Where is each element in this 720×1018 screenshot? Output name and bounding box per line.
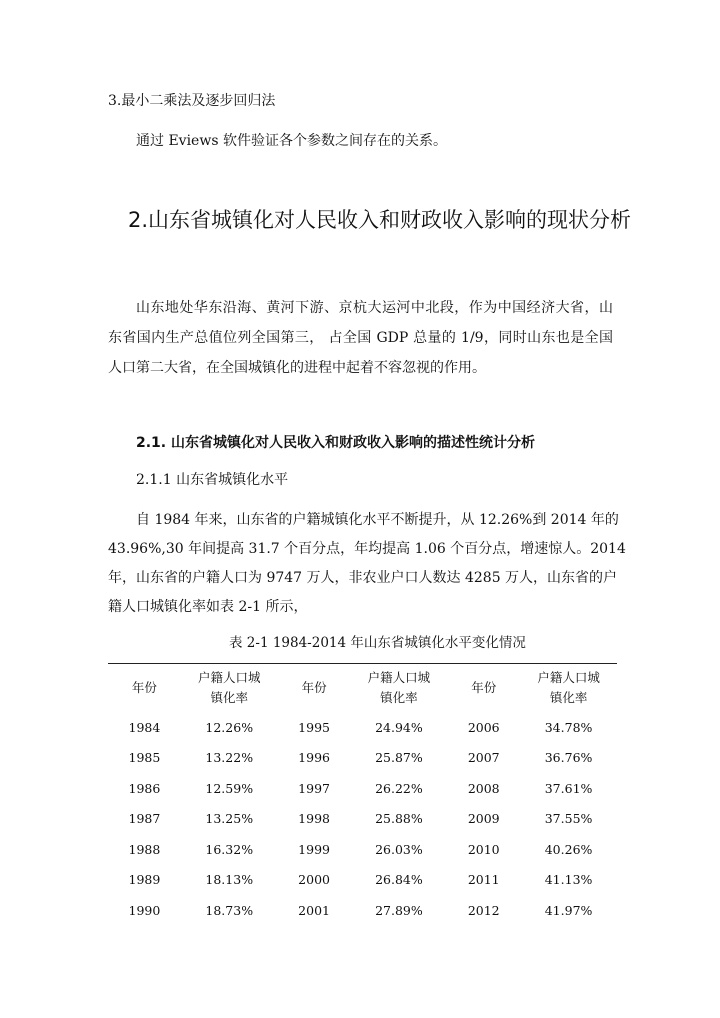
header-year: 年份	[301, 680, 327, 695]
table-caption: 表 2-1 1984-2014 年山东省城镇化水平变化情况	[229, 635, 526, 651]
subsection-title: 2.1. 山东省城镇化对人民收入和财政收入影响的描述性统计分析	[136, 435, 535, 451]
rate-cell: 40.26%	[544, 841, 593, 857]
header-rate: 户籍人口城 镇化率	[537, 670, 600, 705]
rate-cell: 34.78%	[544, 719, 593, 735]
intro-line: 人口第二大省，在全国城镇化的进程中起着不容忽视的作用。	[108, 360, 486, 376]
year-cell: 1986	[128, 780, 161, 796]
year-cell: 1995	[298, 719, 330, 735]
urbanization-table	[108, 663, 617, 926]
table-row	[108, 834, 617, 865]
table-row	[108, 804, 617, 835]
year-cell: 1999	[298, 841, 330, 857]
year-cell: 2012	[467, 902, 500, 918]
intro-line: 山东地处华东沿海、黄河下游、京杭大运河中北段，作为中国经济大省，山	[136, 300, 613, 316]
rate-cell: 13.25%	[205, 811, 254, 827]
year-cell: 1990	[128, 902, 161, 918]
rate-cell: 26.84%	[375, 872, 423, 888]
year-cell: 1989	[128, 872, 161, 888]
rate-cell: 18.13%	[205, 872, 254, 888]
subsubsection-title: 2.1.1 山东省城镇化水平	[136, 472, 289, 488]
rate-cell: 36.76%	[544, 750, 593, 766]
year-cell: 1998	[298, 811, 330, 827]
year-cell: 1984	[128, 719, 161, 735]
body-line: 籍人口城镇化率如表 2-1 所示，	[108, 599, 308, 615]
year-cell: 2000	[298, 872, 330, 888]
table-row	[108, 895, 617, 926]
header-year: 年份	[131, 680, 157, 695]
year-cell: 1997	[298, 780, 330, 796]
rate-cell: 25.87%	[375, 750, 423, 766]
intro-line: 东省国内生产总值位列全国第三， 占全国 GDP 总量的 1/9，同时山东也是全国	[108, 330, 613, 346]
header-rate: 户籍人口城 镇化率	[367, 670, 431, 705]
chapter-title: 2.山东省城镇化对人民收入和财政收入影响的现状分析	[128, 208, 632, 232]
rate-cell: 41.97%	[544, 902, 593, 918]
rate-cell: 25.88%	[375, 811, 423, 827]
body-line: 43.96%,30 年间提高 31.7 个百分点，年均提高 1.06 个百分点，增速惊人。2014	[108, 541, 626, 557]
year-cell: 1996	[298, 750, 330, 766]
rate-cell: 12.26%	[205, 719, 254, 735]
year-cell: 2007	[467, 750, 500, 766]
rate-cell: 37.55%	[544, 811, 593, 827]
rate-cell: 12.59%	[205, 780, 254, 796]
section-3-heading: 3.最小二乘法及逐步回归法	[108, 93, 276, 109]
rate-cell: 41.13%	[544, 872, 593, 888]
rate-cell: 13.22%	[205, 750, 254, 766]
year-cell: 2006	[467, 719, 500, 735]
rate-cell: 24.94%	[375, 719, 423, 735]
eviews-paragraph: 通过 Eviews 软件验证各个参数之间存在的关系。	[136, 133, 447, 149]
year-cell: 1985	[128, 750, 161, 766]
table-row	[108, 773, 617, 804]
year-cell: 2001	[298, 902, 330, 918]
year-cell: 2009	[467, 811, 500, 827]
year-cell: 1987	[128, 811, 161, 827]
year-cell: 2011	[467, 872, 500, 888]
body-line: 自 1984 年来，山东省的户籍城镇化水平不断提升，从 12.26%到 2014 年的	[136, 512, 619, 528]
table-header-row	[108, 664, 617, 713]
table-row	[108, 712, 617, 743]
rate-cell: 26.03%	[375, 841, 423, 857]
rate-cell: 16.32%	[205, 841, 254, 857]
rate-cell: 26.22%	[375, 780, 423, 796]
rate-cell: 18.73%	[205, 902, 254, 918]
table-row	[108, 865, 617, 896]
table-row	[108, 743, 617, 774]
header-year: 年份	[471, 680, 497, 695]
rate-cell: 37.61%	[544, 780, 593, 796]
header-rate: 户籍人口城 镇化率	[197, 670, 261, 705]
year-cell: 2008	[467, 780, 500, 796]
year-cell: 2010	[467, 841, 500, 857]
rate-cell: 27.89%	[375, 902, 423, 918]
body-line: 年，山东省的户籍人口为 9747 万人，非农业户口人数达 4285 万人，山东省的户	[108, 570, 618, 586]
year-cell: 1988	[128, 841, 161, 857]
